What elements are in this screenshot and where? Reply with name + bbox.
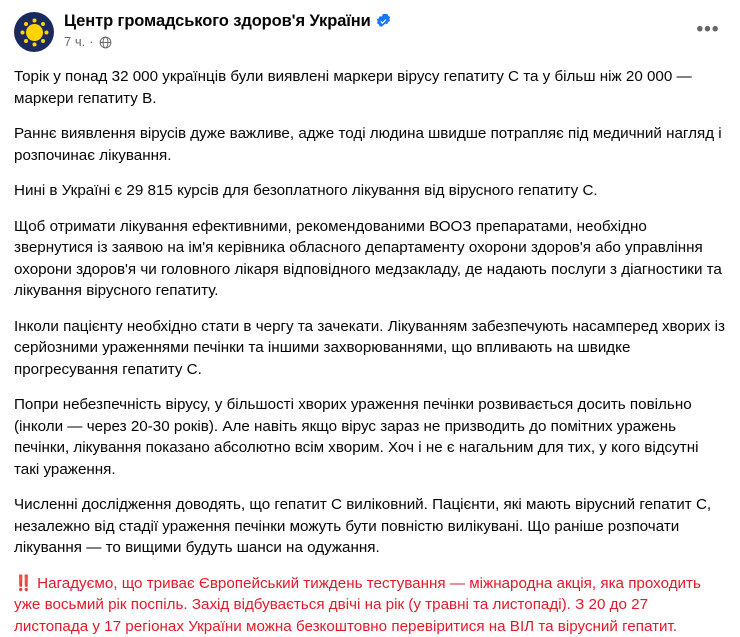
- post-paragraph: Інколи пацієнту необхідно стати в чергу та зачекати. Лікуванням забезпечують насамперед хворих із серйозними ураженнями печінки та іншими захворюваннями, що впливають на швидке прогресування гепатиту С.: [14, 316, 726, 381]
- more-options-icon[interactable]: [692, 14, 724, 46]
- sun-icon: [26, 24, 43, 41]
- post-text-body: [14, 62, 726, 637]
- post-meta: [64, 34, 391, 49]
- globe-icon[interactable]: [99, 36, 112, 49]
- post-paragraph: Щоб отримати лікування ефективними, рекомендованими ВООЗ препаратами, необхідно звернутися із заявою на ім'я керівника обласного департаменту охорони здоров'я або управління охорони здоров'я чи головного лікаря відповідного медзакладу, де надають послуги з діагностики та лікування вірусного гепатиту.: [14, 216, 726, 302]
- more-options-label: •••: [697, 24, 720, 36]
- post-paragraph: Раннє виявлення вірусів дуже важливе, адже тоді людина швидше потрапляє під медичний нагляд і розпочинає лікування.: [14, 123, 726, 166]
- post-paragraph-alert: ‼️ Нагадуємо, що триває Європейський тиждень тестування — міжнародна акція, яка проходить уже восьмий рік поспіль. Захід відбувається двічі на рік (у травні та листопаді). З 20 до 27 листопада у 17 регіонах України можна безкоштовно перевіритися на ВІЛ та вірусний гепатит.: [14, 573, 726, 637]
- post-header: [14, 10, 726, 62]
- post-paragraph: Численні дослідження доводять, що гепатит С виліковний. Пацієнти, які мають вірусний гепатит С, незалежно від стадії ураження печінки можуть бути повністю вилікувані. Що раніше розпочати лікування — то вищими будуть шанси на одужання.: [14, 494, 726, 559]
- post-paragraph: Нині в Україні є 29 815 курсів для безоплатного лікування від вірусного гепатиту С.: [14, 180, 726, 202]
- post-header-text: [64, 10, 391, 49]
- page-name[interactable]: Центр громадського здоров'я України: [64, 11, 371, 31]
- verified-badge-icon: [376, 14, 391, 29]
- post-paragraph: Попри небезпечність вірусу, у більшості хворих ураження печінки розвивається досить повільно (інколи — через 20-30 років). Але навіть якщо вірус зараз не призводить до помітних уражень печінки, лікування показано абсолютно всім хворим. Хоч і не є нагальним для тих, у кого відсутні такі ураження.: [14, 394, 726, 480]
- meta-separator: ·: [89, 35, 93, 48]
- post-paragraph: Торік у понад 32 000 українців були виявлені маркери вірусу гепатиту С та у більш ніж 20 000 — маркери гепатиту В.: [14, 66, 726, 109]
- sun-logo-avatar[interactable]: [14, 12, 54, 52]
- page-name-row: [64, 11, 391, 31]
- post-timestamp[interactable]: 7 ч.: [64, 34, 85, 49]
